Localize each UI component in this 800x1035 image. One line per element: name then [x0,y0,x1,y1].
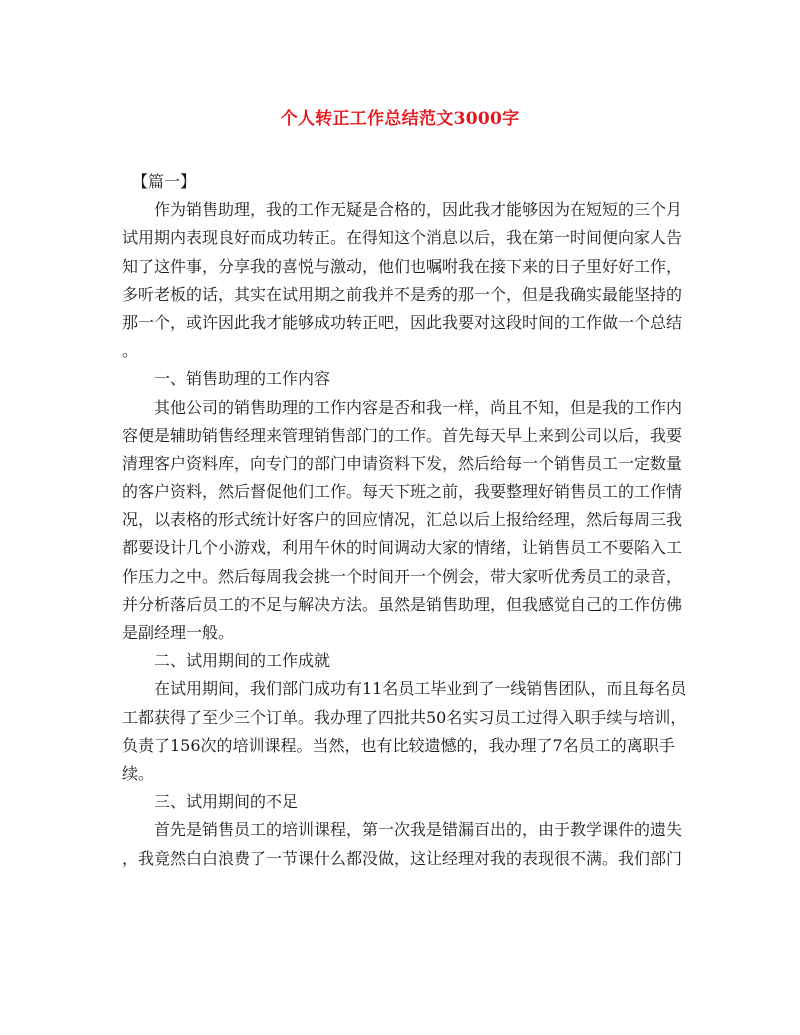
paragraph-line: 容便是辅助销售经理来管理销售部门的工作。首先每天早上来到公司以后，我要 [122,425,683,445]
paragraph-line: 续。 [122,763,155,783]
paragraph-line: 都要设计几个小游戏，利用午休的时间调动大家的情绪，让销售员工不要陷入工 [122,538,683,558]
paragraph-line: 多听老板的话，其实在试用期之前我并不是秀的那一个，但是我确实最能坚持的 [122,284,683,304]
paragraph-line: 清理客户资料库，向专门的部门申请资料下发，然后给每一个销售员工一定数量 [122,453,683,473]
section-label: 【篇一】 [132,172,197,191]
paragraph-line: 作为销售助理，我的工作无疑是合格的，因此我才能够因为在短短的三个月 [154,200,683,220]
paragraph-line: 试用期内表现良好而成功转正。在得知这个消息以后，我在第一时间便向家人告 [122,228,683,248]
document-body [122,168,687,873]
section-heading-3: 三、试用期间的不足 [154,792,299,812]
paragraph-line: 况，以表格的形式统计好客户的回应情况，汇总以后上报给经理，然后每周三我 [122,510,683,530]
section-heading-1: 一、销售助理的工作内容 [154,369,331,389]
paragraph-1 [122,196,683,365]
paragraph-3 [122,675,687,788]
paragraph-line: 在试用期间，我们部门成功有11名员工毕业到了一线销售团队，而且每名员 [154,679,687,699]
paragraph-line: 作压力之中。然后每周我会挑一个时间开一个例会，带大家听优秀员工的录音， [122,566,683,586]
paragraph-line: 其他公司的销售助理的工作内容是否和我一样，尚且不知，但是我的工作内 [154,397,683,417]
paragraph-2 [122,394,683,648]
paragraph-line: 那一个，或许因此我才能够成功转正吧，因此我要对这段时间的工作做一个总结 [122,312,683,332]
document-title: 个人转正工作总结范文3000字 [280,109,520,129]
paragraph-line: ，我竟然白白浪费了一节课什么都没做，这让经理对我的表现很不满。我们部门 [122,848,683,868]
section-heading-2: 二、试用期间的工作成就 [154,651,331,671]
paragraph-line: 是副经理一般。 [122,623,235,642]
paragraph-line: 首先是销售员工的培训课程，第一次我是错漏百出的，由于教学课件的遗失 [154,820,683,840]
paragraph-line: 负责了156次的培训课程。当然，也有比较遗憾的，我办理了7名员工的离职手 [122,735,675,755]
paragraph-line: 。 [122,341,139,361]
paragraph-line: 工都获得了至少三个订单。我办理了四批共50名实习员工过得入职手续与培训， [122,707,687,727]
paragraph-line: 知了这件事，分享我的喜悦与激动，他们也嘱咐我在接下来的日子里好好工作， [122,256,683,276]
paragraph-line: 的客户资料，然后督促他们工作。每天下班之前，我要整理好销售员工的工作情 [122,482,683,502]
paragraph-4 [122,816,683,872]
paragraph-line: 并分析落后员工的不足与解决方法。虽然是销售助理，但我感觉自己的工作仿佛 [122,594,683,614]
